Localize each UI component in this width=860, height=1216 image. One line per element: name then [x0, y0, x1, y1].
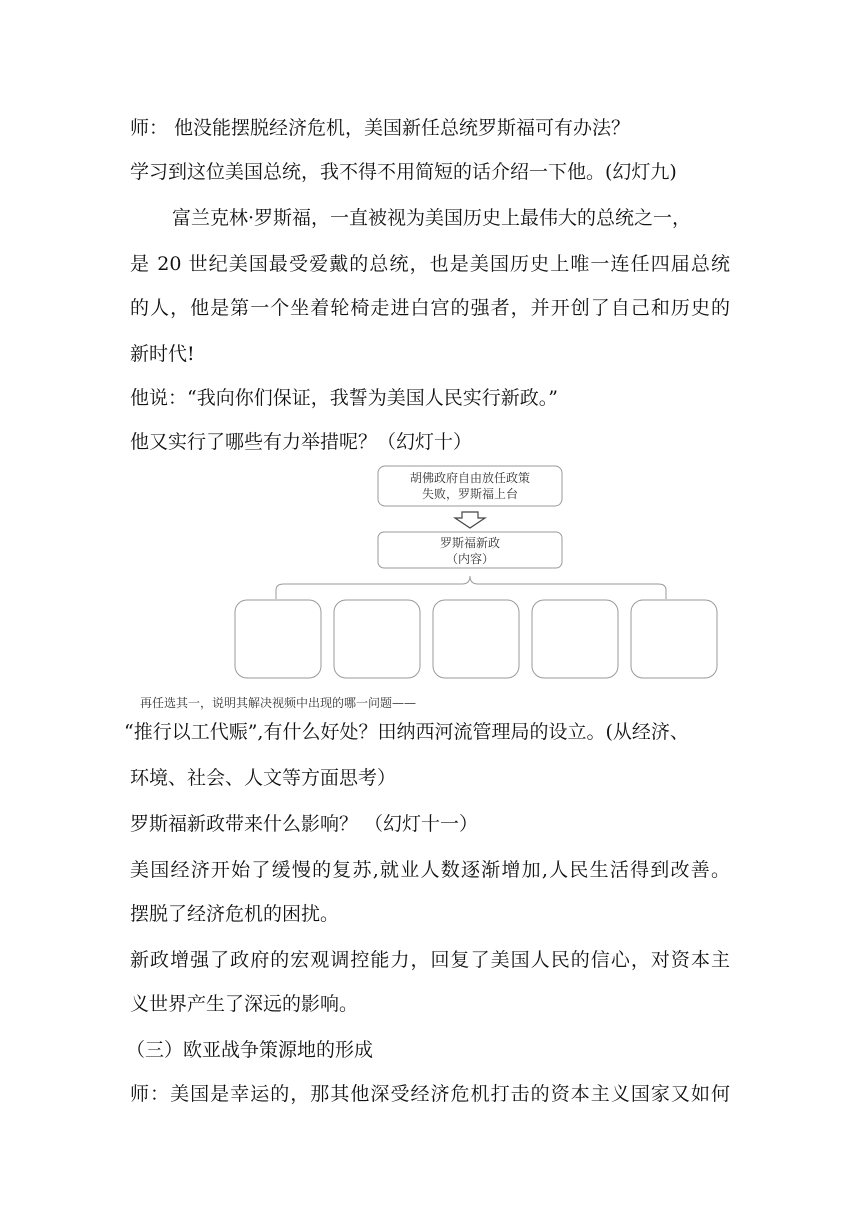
paragraph-influence-line2: 义世界产生了深远的影响。: [130, 993, 359, 1015]
diagram-caption: 再任选其一，说明其解决视频中出现的哪一问题——: [140, 696, 417, 710]
paragraph-teacher-question: 师： 他没能摆脱经济危机，美国新任总统罗斯福可有办法？: [130, 117, 631, 139]
down-arrow-icon: [455, 512, 485, 528]
top-box-line1: 胡佛政府自由放任政策: [409, 471, 531, 485]
content-box-1: [235, 600, 321, 678]
paragraph-teacher-transition: 师：美国是幸运的，那其他深受经济危机打击的资本主义国家又如何: [130, 1083, 730, 1105]
bracket-connector: [276, 576, 666, 599]
section-heading: （三）欧亚战争策源地的形成: [126, 1039, 374, 1061]
content-box-4: [532, 600, 618, 678]
paragraph-measures: 他又实行了哪些有力举措呢？（幻灯十）: [130, 431, 473, 453]
middle-box-line1: 罗斯福新政: [439, 536, 501, 550]
paragraph-quote: 他说：“我向你们保证，我誓为美国人民实行新政。”: [130, 387, 558, 409]
content-box-2: [334, 600, 420, 678]
paragraph-roosevelt-line4: 新时代!: [130, 343, 195, 365]
paragraph-roosevelt-line2: 是 20 世纪美国最受爱戴的总统，也是美国历史上唯一连任四届总统: [130, 253, 730, 275]
paragraph-recovery-line2: 摆脱了经济危机的困扰。: [130, 903, 340, 925]
content-box-3: [433, 600, 519, 678]
paragraph-work-relief-line1: “推行以工代赈”,有什么好处？田纳西河流管理局的设立。(从经济、: [124, 721, 689, 743]
paragraph-roosevelt-line1: 富兰克林·罗斯福，一直被视为美国历史上最伟大的总统之一，: [172, 207, 692, 229]
content-box-5: [631, 600, 717, 678]
paragraph-roosevelt-line3: 的人，他是第一个坐着轮椅走进白宫的强者，并开创了自己和历史的: [130, 297, 730, 319]
paragraph-work-relief-line2: 环境、社会、人文等方面思考）: [130, 767, 397, 789]
top-box-line2: 失败，罗斯福上台: [421, 487, 519, 501]
middle-box-line2: （内容）: [445, 552, 495, 566]
paragraph-influence-line1: 新政增强了政府的宏观调控能力，回复了美国人民的信心，对资本主: [130, 949, 730, 971]
paragraph-intro: 学习到这位美国总统，我不得不用简短的话介绍一下他。(幻灯九): [130, 161, 677, 183]
paragraph-recovery-line1: 美国经济开始了缓慢的复苏,就业人数逐渐增加,人民生活得到改善。: [130, 859, 730, 881]
paragraph-impact-question: 罗斯福新政带来什么影响？ （幻灯十一）: [130, 813, 479, 835]
